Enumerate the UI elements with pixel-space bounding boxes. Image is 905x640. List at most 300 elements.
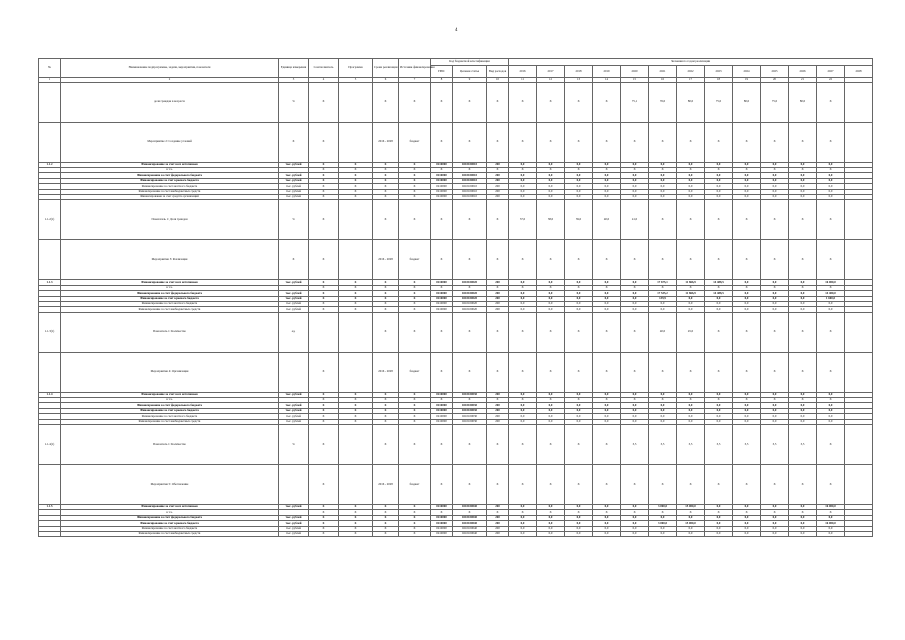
row-year-value: Х: [621, 167, 649, 172]
row-coexec: Х: [309, 307, 339, 312]
row-coexec: Х: [309, 82, 339, 122]
row-coexec: [309, 312, 339, 352]
row-year-value: Х: [677, 465, 705, 505]
row-year-value: 0,0: [677, 194, 705, 199]
row-year-value: Х: [649, 122, 677, 162]
row-year-value: Х: [509, 352, 537, 392]
row-year-value: Х: [761, 285, 789, 290]
row-year-value: 0,0: [593, 531, 621, 536]
row-source: Х: [399, 194, 431, 199]
row-year-value: 0,0: [621, 280, 649, 285]
indicator-row: [39, 425, 873, 465]
row-year-value: Х: [565, 122, 593, 162]
row-year-value: 0,0: [761, 392, 789, 397]
row-source: Х: [399, 515, 431, 520]
row-period: Х: [373, 307, 399, 312]
row-year-value: 0,0: [537, 184, 565, 189]
row-year-value: Х: [817, 240, 845, 280]
row-year-value: 0,0: [593, 189, 621, 194]
row-year-value: 0,0: [621, 296, 649, 301]
row-year-value: 0,0: [593, 184, 621, 189]
row-source: Х: [399, 392, 431, 397]
row-source: Х: [399, 285, 431, 290]
row-year-value: 0,0: [733, 173, 761, 178]
row-kbk-cs: Х: [453, 425, 487, 465]
row-coexec: Х: [309, 296, 339, 301]
row-year-value: 0,0: [509, 392, 537, 397]
row-year-value: 0,0: [677, 419, 705, 424]
row-year-value: Х: [705, 398, 733, 403]
header-no: №: [39, 59, 61, 78]
row-period: Х: [373, 505, 399, 510]
row-year-value: 0,0: [509, 505, 537, 510]
row-kbk-grbs: Х: [431, 398, 453, 403]
row-year-value: 0,0: [789, 531, 817, 536]
row-year-value: 0,0: [705, 414, 733, 419]
row-coexec: Х: [309, 194, 339, 199]
row-unit: тыс. рублей: [279, 515, 309, 520]
row-year-value: 3 000,0: [649, 521, 677, 526]
row-kbk-grbs: 0210000: [431, 392, 453, 397]
row-year-value: Х: [789, 352, 817, 392]
row-coexec: Х: [309, 419, 339, 424]
row-year-value: 0,0: [733, 162, 761, 167]
row-year-value: 0,0: [649, 526, 677, 531]
row-year-value: 0,0: [593, 392, 621, 397]
row-year-value: 0,0: [677, 515, 705, 520]
row-year-value: 0,0: [677, 307, 705, 312]
row-year-value: 0,0: [733, 178, 761, 183]
row-source: Х: [399, 419, 431, 424]
row-year-value: 16 000,0: [817, 280, 845, 285]
row-year-value: 0,0: [537, 414, 565, 419]
row-year-value: Х: [705, 352, 733, 392]
row-kbk-grbs: 0210000: [431, 173, 453, 178]
row-year-value: 0,0: [509, 296, 537, 301]
column-number: 20: [761, 78, 789, 83]
row-year-value: 0,0: [789, 307, 817, 312]
header-year: 2026: [789, 66, 817, 78]
row-coexec: Х: [309, 184, 339, 189]
row-year-value: 0,0: [705, 526, 733, 531]
row-kbk-cs: Х: [453, 285, 487, 290]
row-year-value: Х: [761, 167, 789, 172]
row-year-value: 0,0: [705, 301, 733, 306]
row-year-value: Х: [733, 240, 761, 280]
row-kbk-grbs: Х: [431, 167, 453, 172]
row-kbk-vr: 200: [487, 414, 509, 419]
column-number: 12: [537, 78, 565, 83]
row-unit: тыс. рублей: [279, 419, 309, 424]
row-year-value: 3,5: [789, 425, 817, 465]
row-year-value: 0,0: [537, 162, 565, 167]
header-year: 2018: [565, 66, 593, 78]
row-kbk-vr: 200: [487, 531, 509, 536]
row-number: 1.1.3(1): [39, 312, 61, 352]
row-year-value: 0,0: [761, 173, 789, 178]
row-kbk-vr: Х: [487, 510, 509, 515]
row-year-value: [845, 200, 873, 240]
row-year-value: 0,0: [761, 521, 789, 526]
row-kbk-grbs: 0210000: [431, 521, 453, 526]
row-year-value: 0,0: [537, 521, 565, 526]
row-source: Х: [399, 162, 431, 167]
row-year-value: 0,0: [733, 531, 761, 536]
row-kbk-vr: 200: [487, 505, 509, 510]
row-year-value: 0,0: [705, 184, 733, 189]
row-kbk-vr: 200: [487, 403, 509, 408]
row-unit: %: [279, 82, 309, 122]
row-name: в т.ч.: [61, 398, 279, 403]
row-program: Х: [339, 285, 373, 290]
row-period: Х: [373, 167, 399, 172]
row-year-value: Х: [593, 352, 621, 392]
row-name: Финансирование за счет краевого бюджета: [61, 521, 279, 526]
column-number: 1: [39, 78, 61, 83]
row-kbk-grbs: Х: [431, 200, 453, 240]
row-program: Х: [339, 521, 373, 526]
header-year: 2019: [593, 66, 621, 78]
row-program: Х: [339, 510, 373, 515]
indicator-row: [39, 82, 873, 122]
row-source: бюджет: [399, 465, 431, 505]
row-year-value: 14 488,5: [705, 280, 733, 285]
row-year-value: Х: [761, 312, 789, 352]
row-year-value: 0,0: [565, 307, 593, 312]
row-year-value: 0,0: [537, 505, 565, 510]
row-period: Х: [373, 301, 399, 306]
row-kbk-vr: 200: [487, 291, 509, 296]
row-year-value: Х: [649, 285, 677, 290]
row-kbk-grbs: Х: [431, 240, 453, 280]
row-year-value: 0,0: [761, 296, 789, 301]
header-kbk-vr: Вид расходов: [487, 66, 509, 78]
row-year-value: 0,0: [649, 189, 677, 194]
header-coexec: Соисполнитель: [309, 59, 339, 78]
row-year-value: Х: [733, 285, 761, 290]
row-kbk-vr: 200: [487, 521, 509, 526]
row-program: Х: [339, 291, 373, 296]
row-coexec: Х: [309, 521, 339, 526]
indicator-row: [39, 352, 873, 392]
row-year-value: 0,0: [593, 194, 621, 199]
row-coexec: Х: [309, 408, 339, 413]
row-unit: тыс. рублей: [279, 301, 309, 306]
row-year-value: 0,0: [509, 414, 537, 419]
row-year-value: 0,0: [705, 162, 733, 167]
row-year-value: 0,0: [565, 162, 593, 167]
row-name: Финансирование за счет внебюджетных средств: [61, 419, 279, 424]
row-year-value: Х: [705, 465, 733, 505]
row-program: Х: [339, 189, 373, 194]
row-year-value: 0,0: [621, 178, 649, 183]
row-kbk-cs: 0210100020: [453, 307, 487, 312]
row-year-value: Х: [649, 200, 677, 240]
indicator-row: [39, 465, 873, 505]
row-year-value: 0,0: [621, 414, 649, 419]
row-year-value: 0,0: [537, 392, 565, 397]
row-program: Х: [339, 162, 373, 167]
row-year-value: Х: [789, 285, 817, 290]
row-source: Х: [399, 425, 431, 465]
row-unit: тыс. рублей: [279, 392, 309, 397]
row-year-value: 0,0: [733, 184, 761, 189]
row-year-value: 0,0: [537, 280, 565, 285]
header-year: 2024: [733, 66, 761, 78]
row-source: Х: [399, 200, 431, 240]
row-year-value: 0,0: [565, 173, 593, 178]
row-year-value: Х: [509, 240, 537, 280]
row-name: Финансирование за счет всех источников: [61, 392, 279, 397]
row-year-value: Х: [649, 465, 677, 505]
row-coexec: Х: [309, 189, 339, 194]
row-unit: тыс. рублей: [279, 178, 309, 183]
row-kbk-cs: 0210100040: [453, 526, 487, 531]
column-number: 9: [453, 78, 487, 83]
row-year-value: [845, 465, 873, 505]
row-kbk-grbs: 0210000: [431, 291, 453, 296]
row-year-value: 0,0: [705, 515, 733, 520]
row-year-value: 0,0: [649, 414, 677, 419]
row-source: Х: [399, 312, 431, 352]
row-year-value: 0,0: [761, 414, 789, 419]
row-number: 1.1.2: [39, 162, 61, 167]
row-year-value: Х: [705, 510, 733, 515]
row-year-value: 0,0: [649, 408, 677, 413]
row-kbk-grbs: 0210000: [431, 526, 453, 531]
row-kbk-grbs: Х: [431, 312, 453, 352]
row-year-value: Х: [817, 425, 845, 465]
column-number: 22: [817, 78, 845, 83]
row-year-value: 0,0: [537, 178, 565, 183]
row-unit: тыс. рублей: [279, 194, 309, 199]
row-year-value: Х: [509, 82, 537, 122]
row-year-value: 0,0: [789, 414, 817, 419]
row-unit: тыс. рублей: [279, 162, 309, 167]
row-year-value: 0,0: [621, 521, 649, 526]
row-kbk-vr: Х: [487, 285, 509, 290]
row-source: Х: [399, 184, 431, 189]
row-number: [39, 465, 61, 505]
row-year-value: Х: [593, 312, 621, 352]
row-number: 1.1.5: [39, 505, 61, 510]
row-year-value: 0,0: [565, 505, 593, 510]
row-number: [39, 82, 61, 122]
row-number: [39, 122, 61, 162]
row-year-value: 0,0: [509, 515, 537, 520]
row-year-value: 0,0: [677, 301, 705, 306]
row-unit: тыс. рублей: [279, 521, 309, 526]
row-year-value: 0,0: [789, 189, 817, 194]
row-kbk-cs: Х: [453, 312, 487, 352]
row-year-value: 0,0: [565, 189, 593, 194]
row-coexec: Х: [309, 352, 339, 392]
column-number: 4: [309, 78, 339, 83]
row-year-value: 0,0: [565, 531, 593, 536]
row-year-value: 75,1: [621, 82, 649, 122]
row-year-value: Х: [733, 510, 761, 515]
row-year-value: 0,0: [593, 291, 621, 296]
row-period: Х: [373, 280, 399, 285]
row-year-value: 0,0: [509, 184, 537, 189]
column-number: 15: [621, 78, 649, 83]
row-year-value: Х: [509, 425, 537, 465]
row-period: Х: [373, 173, 399, 178]
row-unit: тыс. рублей: [279, 403, 309, 408]
row-kbk-grbs: 0210000: [431, 194, 453, 199]
row-period: Х: [373, 82, 399, 122]
row-coexec: Х: [309, 465, 339, 505]
row-year-value: 0,0: [593, 280, 621, 285]
row-period: Х: [373, 408, 399, 413]
row-year-value: 0,0: [509, 173, 537, 178]
row-period: Х: [373, 521, 399, 526]
row-year-value: 0,0: [733, 515, 761, 520]
row-year-value: 0,0: [621, 505, 649, 510]
row-year-value: 0,0: [621, 526, 649, 531]
row-program: Х: [339, 178, 373, 183]
row-year-value: 0,0: [761, 515, 789, 520]
row-period: Х: [373, 189, 399, 194]
row-name: Мероприятие 3: Реализация: [61, 240, 279, 280]
row-source: Х: [399, 526, 431, 531]
row-year-value: 0,0: [565, 178, 593, 183]
row-year-value: Х: [593, 122, 621, 162]
row-year-value: 0,0: [789, 403, 817, 408]
row-period: Х: [373, 403, 399, 408]
header-year: 2020: [621, 66, 649, 78]
row-kbk-grbs: 0210000: [431, 178, 453, 183]
row-year-value: Х: [649, 510, 677, 515]
row-year-value: Х: [621, 285, 649, 290]
row-kbk-vr: Х: [487, 312, 509, 352]
row-year-value: Х: [509, 398, 537, 403]
row-coexec: Х: [309, 403, 339, 408]
row-year-value: 0,0: [761, 280, 789, 285]
row-year-value: Х: [537, 398, 565, 403]
row-coexec: Х: [309, 425, 339, 465]
row-year-value: Х: [649, 167, 677, 172]
row-year-value: Х: [677, 122, 705, 162]
row-coexec: Х: [309, 280, 339, 285]
row-source: Х: [399, 296, 431, 301]
row-year-value: 0,0: [649, 515, 677, 520]
row-year-value: 0,0: [733, 194, 761, 199]
row-program: Х: [339, 419, 373, 424]
row-kbk-cs: Х: [453, 82, 487, 122]
row-year-value: 0,0: [761, 531, 789, 536]
row-year-value: 0,0: [677, 162, 705, 167]
row-year-value: 0,0: [593, 173, 621, 178]
row-period: Х: [373, 178, 399, 183]
row-year-value: Х: [565, 398, 593, 403]
row-kbk-cs: 0210100010: [453, 194, 487, 199]
row-year-value: 0,0: [789, 173, 817, 178]
row-year-value: 0,0: [621, 301, 649, 306]
row-year-value: Х: [817, 398, 845, 403]
row-name: доля граждан в возрасте: [61, 82, 279, 122]
row-year-value: 0,0: [537, 403, 565, 408]
row-year-value: Х: [621, 398, 649, 403]
row-year-value: Х: [733, 200, 761, 240]
row-year-value: 0,0: [649, 307, 677, 312]
row-year-value: 0,0: [593, 408, 621, 413]
row-year-value: 0,0: [677, 184, 705, 189]
indicator-row: [39, 240, 873, 280]
row-name: Финансирование за счет всех источников: [61, 162, 279, 167]
row-year-value: 0,0: [789, 301, 817, 306]
row-program: Х: [339, 167, 373, 172]
row-kbk-vr: Х: [487, 398, 509, 403]
row-year-value: Х: [789, 510, 817, 515]
document-sheet: [38, 58, 870, 537]
row-year-value: Х: [789, 122, 817, 162]
row-kbk-grbs: 0210000: [431, 419, 453, 424]
row-year-value: Х: [509, 167, 537, 172]
row-year-value: Х: [789, 398, 817, 403]
row-year-value: Х: [565, 312, 593, 352]
row-year-value: Х: [593, 285, 621, 290]
row-year-value: 0,0: [817, 301, 845, 306]
row-year-value: 0,0: [537, 296, 565, 301]
row-period: Х: [373, 291, 399, 296]
row-period: Х: [373, 296, 399, 301]
row-name: Финансирование за счет местного бюджета: [61, 526, 279, 531]
row-kbk-cs: 0210100020: [453, 291, 487, 296]
column-number: 7: [399, 78, 431, 83]
row-year-value: 0,0: [733, 408, 761, 413]
row-source: Х: [399, 403, 431, 408]
row-program: [339, 352, 373, 392]
row-year-value: 0,0: [593, 521, 621, 526]
row-year-value: 0,0: [593, 403, 621, 408]
header-period: Сроки реализации: [373, 59, 399, 78]
column-number: 17: [677, 78, 705, 83]
row-year-value: Х: [733, 167, 761, 172]
row-year-value: 0,0: [593, 526, 621, 531]
row-program: [339, 200, 373, 240]
column-number: 11: [509, 78, 537, 83]
row-number: 1.1.4: [39, 392, 61, 397]
row-year-value: 75,0: [705, 82, 733, 122]
row-year-value: Х: [565, 510, 593, 515]
row-name: Финансирование за счет местного бюджета: [61, 301, 279, 306]
row-unit: тыс. рублей: [279, 173, 309, 178]
row-kbk-grbs: Х: [431, 510, 453, 515]
row-year-value: 0,0: [789, 291, 817, 296]
header-budget-code: Код бюджетной классификации: [431, 59, 509, 66]
row-year-value: Х: [621, 240, 649, 280]
row-unit: Х: [279, 240, 309, 280]
row-year-value: [845, 240, 873, 280]
row-source: Х: [399, 521, 431, 526]
row-year-value: Х: [593, 240, 621, 280]
row-year-value: 0,0: [789, 280, 817, 285]
row-year-value: [845, 312, 873, 352]
row-year-value: 0,0: [733, 419, 761, 424]
header-unit: Единица измерения: [279, 59, 309, 78]
row-year-value: 0,0: [649, 531, 677, 536]
row-year-value: 0,0: [817, 408, 845, 413]
row-year-value: Х: [677, 240, 705, 280]
row-year-value: 0,0: [509, 280, 537, 285]
row-year-value: 0,0: [677, 531, 705, 536]
indicator-row: [39, 200, 873, 240]
row-period: Х: [373, 419, 399, 424]
row-name: Финансирование за счет всех источников: [61, 280, 279, 285]
row-year-value: Х: [565, 425, 593, 465]
row-unit: тыс. рублей: [279, 307, 309, 312]
